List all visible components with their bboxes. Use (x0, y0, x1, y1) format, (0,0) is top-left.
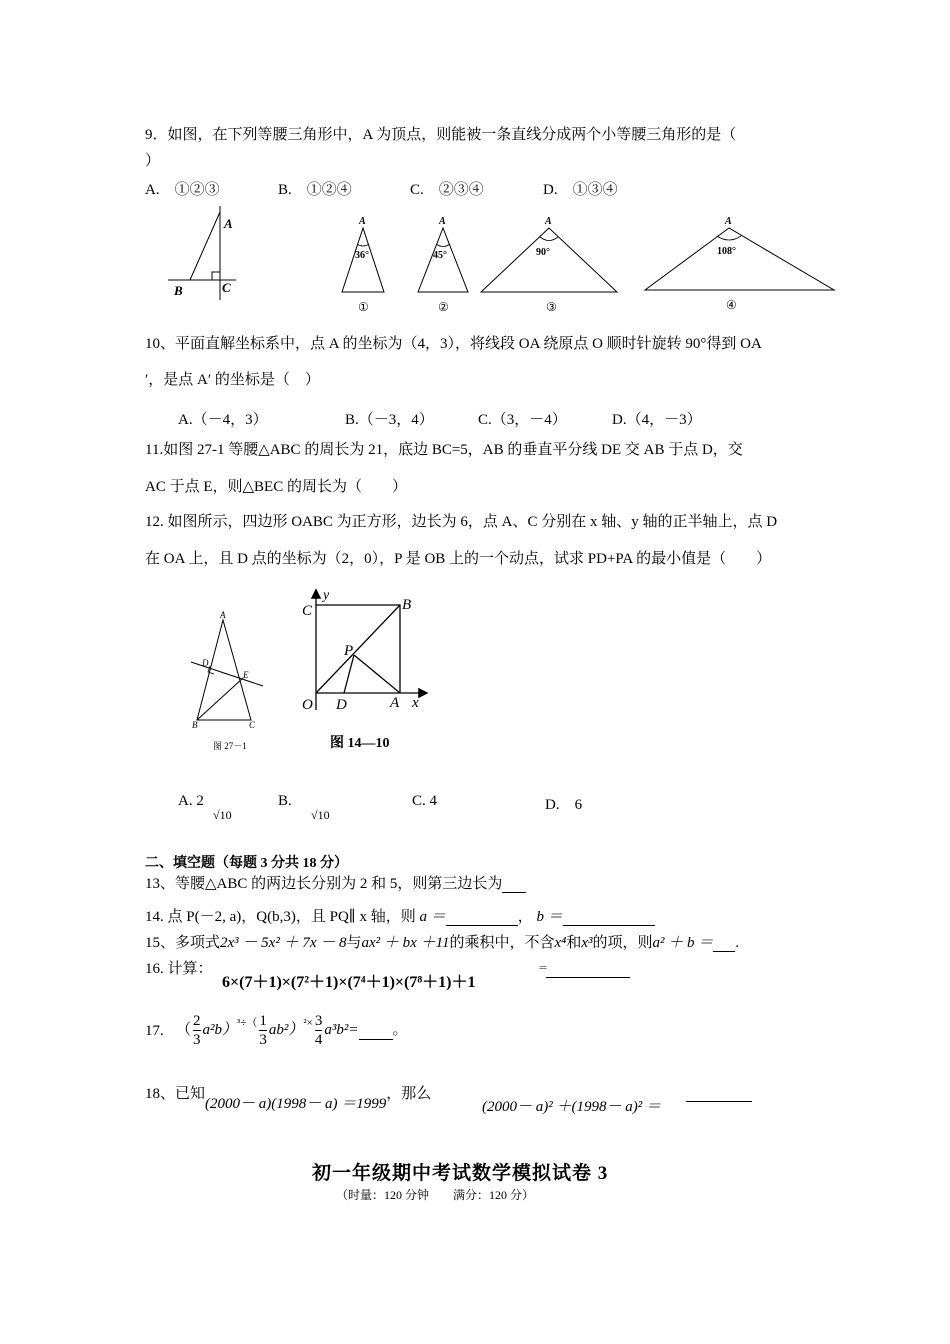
q9-option-c: C. ②③④ (410, 182, 484, 198)
q17-term1: a²b） (202, 1021, 238, 1038)
q12-line1: 12. 如图所示，四边形 OABC 为正方形，边长为 6，点 A、C 分别在 x 轴、y 轴的正半轴上，点 D (145, 514, 778, 530)
q9-label-B: B (174, 283, 183, 298)
q15-x3: x³ (581, 935, 593, 951)
q14-point-p: P(－2, a) (186, 909, 242, 925)
q15-with: 与 (346, 935, 362, 951)
q9-option-b: B. ①②④ (278, 182, 352, 198)
fig14-label-P: P (344, 643, 354, 659)
q17-frac1: $\frac{2}{3}$ (193, 1013, 201, 1048)
q18-given: (2000－ a)(1998－ a) ＝1999 (205, 1096, 387, 1112)
fig14-label-B: B (402, 597, 412, 613)
q9-t4-apex: A (725, 216, 732, 227)
q17-mul: ²× (303, 1016, 313, 1029)
q14-mid: ，且 PQ∥ x 轴，则 (295, 909, 416, 925)
q18-line (145, 1086, 432, 1112)
q18-blank[interactable] (686, 1101, 752, 1102)
q15-poly2: ax² ＋ bx ＋11 (361, 935, 450, 951)
q9-t2-angle: 45° (433, 250, 447, 261)
q9-option-a: A. ①②③ (145, 182, 220, 198)
q16-expression: 6×(7＋1)×(7²＋1)×(7⁴＋1)×(7⁸＋1)＋1 (222, 974, 476, 991)
q17-term2: ab²） (268, 1021, 304, 1038)
q12-option-d: D. 6 (545, 797, 583, 813)
q10-option-a: A.（－4，3） (178, 412, 268, 428)
fig14-label-x: x (412, 695, 419, 711)
q9-t4-label: ④ (726, 298, 737, 312)
q9-t1-angle: 36° (355, 250, 369, 261)
q10-line2: ′，是点 A′ 的坐标是（ ） (145, 372, 320, 388)
fig27-label-E: E (243, 670, 249, 680)
q9-t2-label: ② (438, 300, 449, 314)
q15-tail: 的项，则 (592, 935, 653, 951)
q17-blank[interactable] (359, 1022, 393, 1040)
q9-figure (160, 200, 850, 320)
q12-option-a: A. 2 (178, 793, 204, 809)
q10-option-c: C.（3，－4） (478, 412, 567, 428)
q18-expr: (2000－ a)² ＋(1998－ a)² ＝ (482, 1099, 661, 1115)
q14-prefix: 14. 点 (145, 909, 183, 925)
q14-point-q: Q(b,3) (256, 909, 296, 925)
page-title: 初一年级期中考试数学模拟试卷 3 (312, 1163, 609, 1184)
q12-option-b: B. (278, 793, 292, 809)
q15-poly1: 2x³ － 5x² ＋ 7x － 8 (220, 935, 347, 951)
q13-text: 13、等腰△ABC 的两边长分别为 2 和 5，则第三边长为 (145, 876, 503, 892)
fig27-label-D: D (202, 658, 209, 668)
q12-option-a-root: √10 (213, 808, 232, 822)
fig27-label-A: A (220, 610, 226, 620)
q15-prefix: 15、多项式 (145, 935, 221, 951)
q10-option-d: D.（4，－3） (612, 412, 702, 428)
q9-t4-angle: 108° (717, 246, 736, 257)
q9-triangle-1 (342, 216, 384, 314)
fig14-label-y: y (323, 588, 330, 603)
q15-end: . (735, 935, 740, 951)
fig27-label-B: B (192, 720, 198, 730)
q14-b-blank[interactable] (563, 910, 655, 926)
q9-line1: 9．如图，在下列等腰三角形中，A 为顶点，则能被一条直线分成两个小等腰三角形的是（ (145, 127, 737, 143)
q17-frac2: $\frac{1}{3}$ (259, 1013, 267, 1048)
q9-t1-label: ① (358, 300, 369, 314)
page-subtitle: （时量：120 分钟 满分：120 分） (336, 1188, 535, 1202)
q14-a-eq: a ＝ (419, 909, 446, 925)
q9-line2: ） (145, 153, 161, 169)
q10-line1: 10、平面直解坐标系中，点 A 的坐标为（4，3），将线段 OA 绕原点 O 顺时针旋转 90°得到 OA (145, 336, 762, 352)
q9-label-C: C (222, 280, 231, 295)
q12-figure-14-10 (296, 585, 436, 755)
q9-option-d: D. ①③④ (543, 182, 618, 198)
q17-expression: （ $\frac{2}{3}$ a²b）$^{^3\div(}$ $\frac{1}{3}$ ab²）$^{^2\times}$ $\frac{3}{4}$ a³b²= 。 (176, 1013, 408, 1048)
q18-mid: ，那么 (386, 1086, 432, 1102)
q16-blank[interactable] (546, 977, 630, 978)
fig14-label-O: O (302, 697, 313, 713)
q14-line: 14. 点 P(－2, a)，Q(b,3)，且 PQ∥ x 轴，则 a ＝ ， b ＝ (145, 910, 655, 926)
q14-a-blank[interactable] (446, 910, 518, 926)
q17-term3: a³b²= (324, 1021, 359, 1038)
q15-line (145, 936, 739, 952)
q13-blank[interactable] (502, 877, 526, 893)
q15-expr: a² ＋ b ＝ (652, 935, 714, 951)
q9-t3-angle: 90° (536, 247, 550, 258)
q12-option-c: C. 4 (412, 793, 438, 809)
q16-prefix: 16. 计算： (145, 961, 213, 977)
fig14-label-A: A (390, 695, 400, 711)
q15-mid: 的乘积中，不含 (449, 935, 555, 951)
q15-x4: x⁴ (554, 935, 567, 951)
q17-prefix: 17. (145, 1023, 164, 1039)
q16-eq: ＝ (538, 963, 548, 974)
q9-t2-apex: A (439, 216, 446, 227)
fig14-label-D: D (336, 697, 347, 713)
q17-div: ³÷（ (237, 1016, 258, 1029)
q12-figure-27-1 (185, 608, 275, 753)
q18-prefix: 18、已知 (145, 1086, 206, 1102)
q11-line2: AC 于点 E，则△BEC 的周长为（ ） (145, 479, 407, 495)
q13-line (145, 877, 526, 893)
q9-triangle-3 (481, 216, 617, 314)
q10-option-b: B.（－3，4） (345, 412, 434, 428)
q17-end: 。 (392, 1021, 408, 1038)
fig27-label-C: C (249, 720, 256, 730)
q9-label-A: A (224, 216, 233, 231)
fig14-caption: 图 14—10 (330, 736, 390, 751)
q9-right-triangle (168, 206, 236, 300)
fig27-caption: 图 27－1 (213, 741, 247, 751)
section-fill-in-title: 二、填空题（每题 3 分共 18 分） (145, 856, 348, 871)
q9-t1-apex: A (359, 216, 366, 227)
q9-t3-label: ③ (546, 300, 557, 314)
q9-t3-apex: A (545, 216, 552, 227)
q9-triangle-2 (418, 216, 468, 314)
q11-line1: 11.如图 27-1 等腰△ABC 的周长为 21，底边 BC=5，AB 的垂直平分线 DE 交 AB 于点 D，交 (145, 442, 743, 458)
q12-option-b-root: √10 (311, 808, 330, 822)
q9-triangle-4 (645, 216, 834, 312)
q17-frac3: $\frac{3}{4}$ (314, 1013, 323, 1048)
q14-b-eq: b ＝ (536, 909, 563, 925)
q12-line2: 在 OA 上，且 D 点的坐标为（2，0），P 是 OB 上的一个动点，试求 PD+PA 的最小值是（ ） (145, 551, 772, 567)
q15-blank[interactable] (713, 936, 735, 952)
fig14-label-C: C (302, 603, 313, 619)
q15-and: 和 (566, 935, 582, 951)
